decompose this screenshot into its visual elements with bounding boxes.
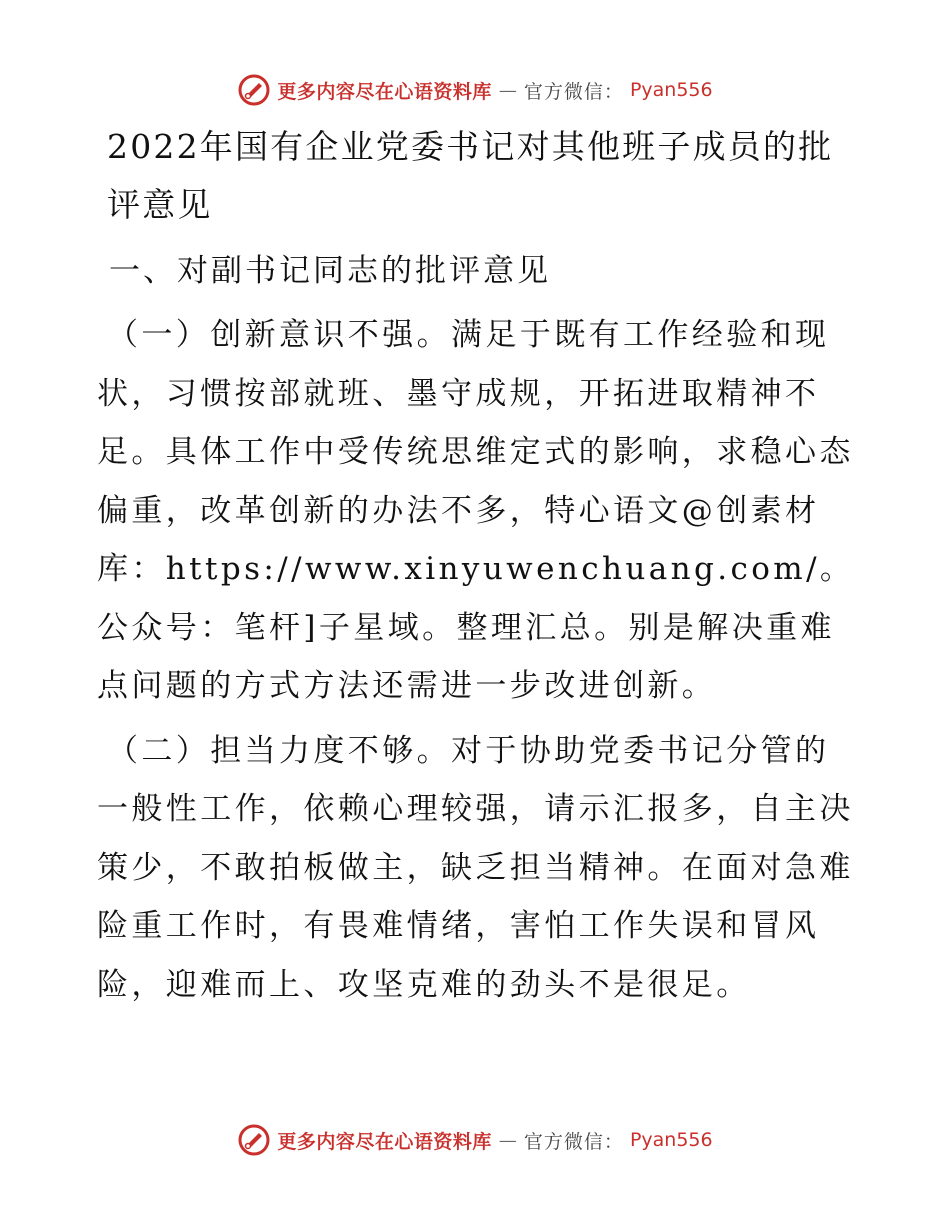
section-heading: 一、对副书记同志的批评意见 (109, 253, 551, 289)
banner-separator: — (498, 1129, 517, 1151)
paragraph-1-text: 创新意识不强。满足于既有工作经验和现状，习惯按部就班、墨守成规，开拓进取精神不足。具体工作中受传统思维定式的影响，求稳心态偏重，改革创新的办法不多，特心语文@创素材库：https://www.xinyuwenchuang.com/。公众号：笔杆]子星域。整理汇总。别是解决重难点问题的方式方法还需进一步改进创新。 (97, 317, 855, 704)
document-body (97, 118, 857, 1020)
paragraph-1 (97, 306, 857, 716)
footer-watermark-banner (0, 1120, 950, 1160)
paragraph-1-marker: （一） (107, 317, 211, 353)
banner-handle: Pyan556 (629, 79, 713, 101)
brand-logo-icon (237, 73, 271, 107)
banner-brand-text: 更多内容尽在心语资料库 (277, 1130, 492, 1153)
banner-handle: Pyan556 (629, 1129, 713, 1151)
banner-label: 官方微信： (523, 1130, 624, 1153)
banner-label: 官方微信： (523, 80, 624, 103)
banner-separator: — (498, 79, 517, 101)
paragraph-2-text: 担当力度不够。对于协助党委书记分管的一般性工作，依赖心理较强，请示汇报多，自主决策少，不敢拍板做主，缺乏担当精神。在面对急难险重工作时，有畏难情绪，害怕工作失误和冒风险，迎难而上、攻坚克难的劲头不是很足。 (97, 732, 854, 1003)
brand-logo-icon (237, 1123, 271, 1157)
header-watermark-banner (0, 70, 950, 110)
document-title: 2022年国有企业党委书记对其他班子成员的批评意见 (107, 127, 834, 224)
paragraph-2-marker: （二） (107, 732, 211, 769)
paragraph-2 (97, 722, 857, 1015)
banner-brand-text: 更多内容尽在心语资料库 (277, 80, 492, 103)
